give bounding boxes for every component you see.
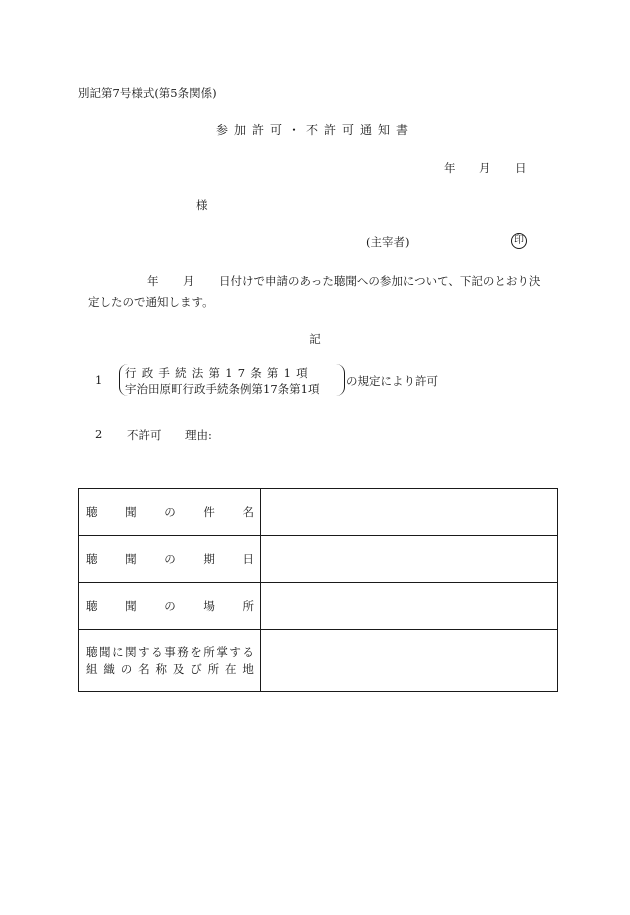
table-row-label (79, 583, 261, 630)
table-row-value[interactable] (261, 489, 558, 536)
ki-heading: 記 (309, 332, 321, 346)
date-year-label: 年 (444, 161, 456, 175)
date-day-label: 日 (515, 161, 527, 175)
spread-label: 聴 聞 の 場 所 (86, 599, 254, 613)
table-row-value[interactable] (261, 583, 558, 630)
date-month-label: 月 (479, 161, 491, 175)
table-row-label (79, 630, 261, 692)
body-month-label: 月 (183, 274, 195, 288)
seal-mark: 印 (511, 233, 527, 249)
body-year-label: 年 (147, 274, 159, 288)
body-text-line1: 日付けで申請のあった聴聞への参加について、下記のとおり決 (219, 274, 541, 288)
form-reference: 別記第7号様式(第5条関係) (78, 86, 217, 100)
table-row (79, 489, 558, 536)
body-text-line2: 定したので通知します。 (88, 295, 214, 309)
spread-label: 聴 聞 の 期 日 (86, 552, 254, 566)
table-row-value[interactable] (261, 630, 558, 692)
denial-label: 不許可 (127, 428, 162, 442)
item2-number: 2 (95, 427, 103, 441)
item1-number: 1 (95, 373, 103, 387)
law-option-2: 宇治田原町行政手続条例第17条第1項 (125, 382, 320, 396)
spread-label: 聴 聞 の 件 名 (86, 505, 254, 519)
law-option-1: 行政手続法第17条第1項 (125, 366, 313, 380)
spread-label-line1: 聴 聞 に 関 す る 事 務 を 所 掌 す る (86, 644, 254, 659)
table-row-value[interactable] (261, 536, 558, 583)
table-row-label (79, 489, 261, 536)
reason-label: 理由: (185, 428, 212, 442)
table-row (79, 536, 558, 583)
table-row-label (79, 536, 261, 583)
document-title: 参加許可・不許可通知書 (215, 123, 414, 137)
table-row (79, 583, 558, 630)
hearing-info-table (78, 488, 558, 692)
spread-label-line2: 組 織 の 名 称 及 び 所 在 地 (86, 661, 254, 676)
table-row (79, 630, 558, 692)
organizer-label: (主宰者) (366, 235, 410, 249)
addressee-suffix: 様 (196, 198, 208, 212)
permit-clause: の規定により許可 (346, 374, 438, 388)
